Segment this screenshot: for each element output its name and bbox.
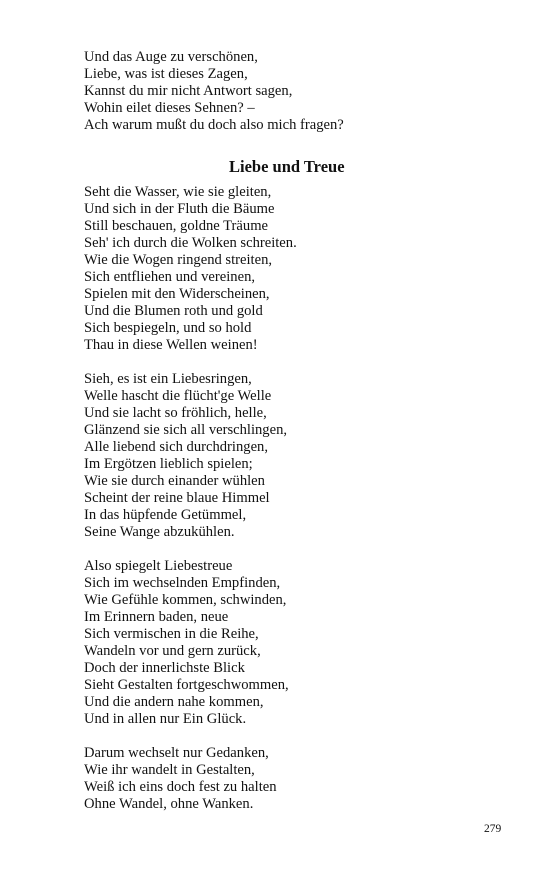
verse-line: Seh' ich durch die Wolken schreiten. xyxy=(84,235,297,251)
verse-line: Und sich in der Fluth die Bäume xyxy=(84,201,275,217)
verse-line: Ohne Wandel, ohne Wanken. xyxy=(84,796,254,812)
verse-line: Wie sie durch einander wühlen xyxy=(84,473,265,489)
verse-line: Wie die Wogen ringend streiten, xyxy=(84,252,273,268)
stanza-4 xyxy=(84,745,504,813)
verse-line: Glänzend sie sich all verschlingen, xyxy=(84,422,288,438)
stanza-1 xyxy=(84,184,504,354)
verse-line: Darum wechselt nur Gedanken, xyxy=(84,745,269,761)
poem-body xyxy=(84,184,504,813)
verse-line: Wie ihr wandelt in Gestalten, xyxy=(84,762,255,778)
verse-line: Also spiegelt Liebestreue xyxy=(84,558,233,574)
stanza-2 xyxy=(84,371,504,541)
verse-line: Kannst du mir nicht Antwort sagen, xyxy=(84,83,293,99)
verse-line: Wie Gefühle kommen, schwinden, xyxy=(84,592,287,608)
verse-line: Alle liebend sich durchdringen, xyxy=(84,439,268,455)
verse-line: Seine Wange abzukühlen. xyxy=(84,524,235,540)
verse-line: Still beschauen, goldne Träume xyxy=(84,218,269,234)
verse-line: Und sie lacht so fröhlich, helle, xyxy=(84,405,267,421)
verse-line: Spielen mit den Widerscheinen, xyxy=(84,286,270,302)
verse-line: Seht die Wasser, wie sie gleiten, xyxy=(84,184,272,200)
verse-line: Sieh, es ist ein Liebesringen, xyxy=(84,371,252,387)
verse-line: Und die Blumen roth und gold xyxy=(84,303,263,319)
verse-line: Doch der innerlichste Blick xyxy=(84,660,245,676)
verse-line: Liebe, was ist dieses Zagen, xyxy=(84,66,248,82)
verse-line: In das hüpfende Getümmel, xyxy=(84,507,247,523)
verse-line: Und die andern nahe kommen, xyxy=(84,694,264,710)
verse-line: Wandeln vor und gern zurück, xyxy=(84,643,261,659)
verse-line: Im Ergötzen lieblich spielen; xyxy=(84,456,253,472)
verse-line: Wohin eilet dieses Sehnen? – xyxy=(84,100,255,116)
verse-line: Sich entfliehen und vereinen, xyxy=(84,269,256,285)
verse-line: Sieht Gestalten fortgeschwommen, xyxy=(84,677,289,693)
verse-line: Sich bespiegeln, und so hold xyxy=(84,320,252,336)
verse-line: Weiß ich eins doch fest zu halten xyxy=(84,779,277,795)
verse-line: Welle hascht die flücht'ge Welle xyxy=(84,388,272,404)
verse-line: Scheint der reine blaue Himmel xyxy=(84,490,270,506)
verse-line: Im Erinnern baden, neue xyxy=(84,609,229,625)
page-number: 279 xyxy=(484,823,502,835)
verse-line: Und das Auge zu verschönen, xyxy=(84,49,258,65)
intro-stanza xyxy=(84,49,504,134)
stanza-3 xyxy=(84,558,504,728)
poem-title: Liebe und Treue xyxy=(229,157,345,176)
verse-line: Ach warum mußt du doch also mich fragen? xyxy=(84,117,344,133)
verse-line: Sich im wechselnden Empfinden, xyxy=(84,575,281,591)
verse-line: Und in allen nur Ein Glück. xyxy=(84,711,247,727)
verse-line: Sich vermischen in die Reihe, xyxy=(84,626,259,642)
verse-line: Thau in diese Wellen weinen! xyxy=(84,337,258,353)
